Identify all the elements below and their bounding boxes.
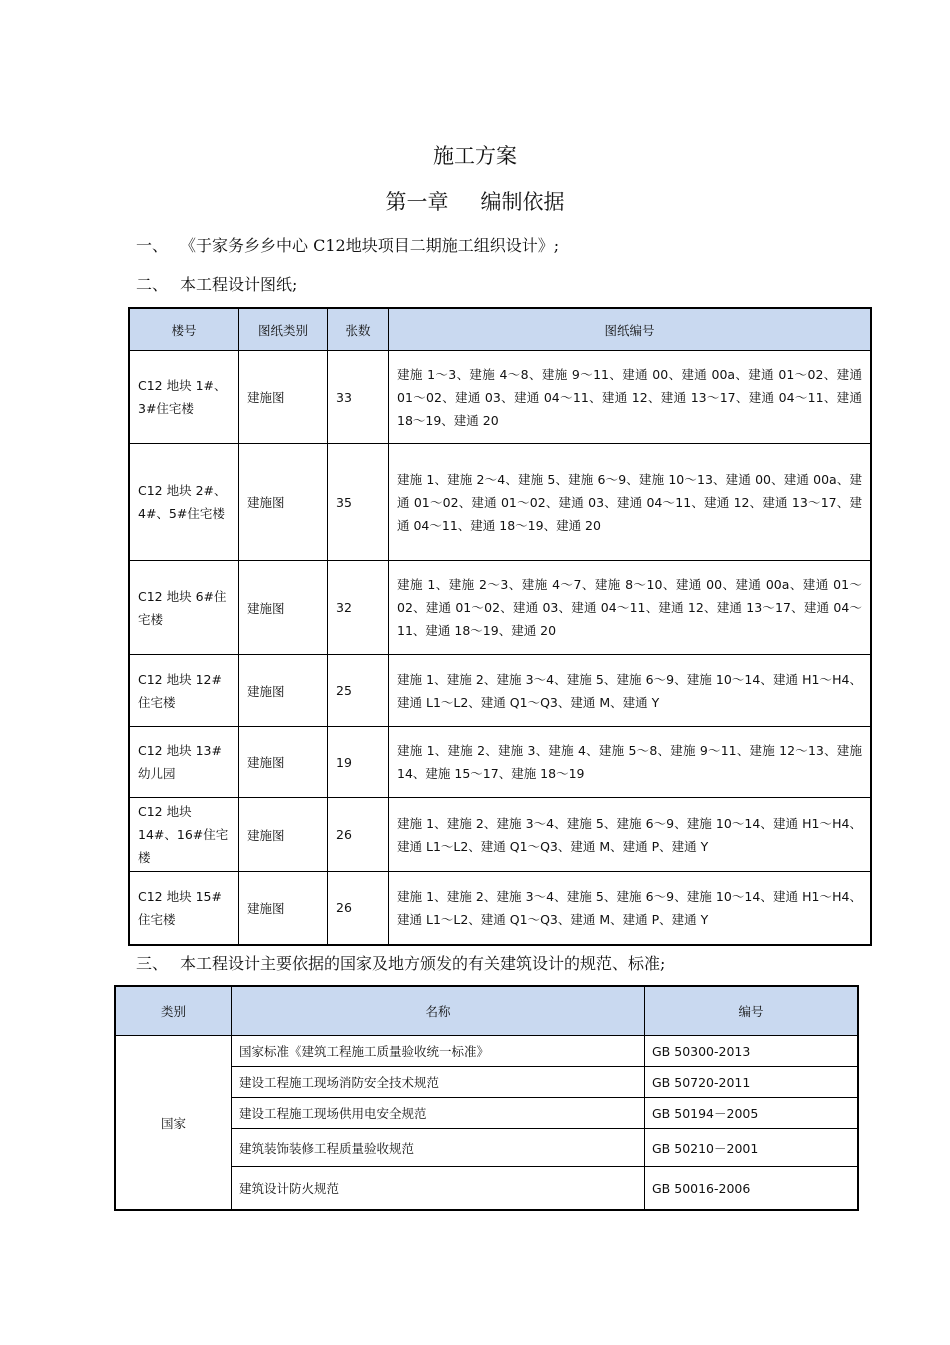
count-cell: 33 [328,351,389,444]
type-cell: 建施图 [239,351,328,444]
type-cell: 建施图 [239,561,328,655]
standards-table [114,985,859,1211]
count-cell: 26 [328,872,389,945]
codes-cell: 建施 1、建施 2、建施 3～4、建施 5、建施 6～9、建施 10～14、建通 H1～H4、建通 L1～L2、建通 Q1～Q3、建通 M、建通 P、建通 Y [389,872,872,945]
codes-cell: 建施 1、建施 2、建施 3～4、建施 5、建施 6～9、建施 10～14、建通 H1～H4、建通 L1～L2、建通 Q1～Q3、建通 M、建通 Y [389,655,872,727]
item-text: 本工程设计图纸; [180,275,298,294]
table-row [129,798,871,872]
type-cell: 建施图 [239,727,328,798]
codes-cell: 建施 1、建施 2～4、建施 5、建施 6～9、建施 10～13、建通 00、建通 00a、建通 01～02、建通 01～02、建通 03、建通 04～11、建通 12、建通 13～17、建通 04～11、建通 18～19、建通 20 [389,444,872,561]
building-cell: C12 地块 2#、4#、5#住宅楼 [129,444,239,561]
item-number: 二、 [136,275,169,294]
standard-code-cell: GB 50210－2001 [645,1129,859,1167]
standard-name-cell: 建筑设计防火规范 [232,1167,645,1211]
standard-code-cell: GB 50016-2006 [645,1167,859,1211]
table-row [129,727,871,798]
basis-item-2 [136,272,297,295]
column-header: 名称 [232,986,645,1036]
building-cell: C12 地块 14#、16#住宅楼 [129,798,239,872]
building-cell: C12 地块 15#住宅楼 [129,872,239,945]
column-header: 图纸类别 [239,308,328,351]
column-header: 图纸编号 [389,308,872,351]
building-cell: C12 地块 12#住宅楼 [129,655,239,727]
type-cell: 建施图 [239,444,328,561]
table-header-row [129,308,871,351]
building-cell: C12 地块 6#住宅楼 [129,561,239,655]
table-row [129,561,871,655]
building-cell: C12 地块 1#、3#住宅楼 [129,351,239,444]
chapter-name: 编制依据 [480,190,565,214]
item-text: 本工程设计主要依据的国家及地方颁发的有关建筑设计的规范、标准; [180,954,666,973]
item-number: 三、 [136,954,169,973]
count-cell: 26 [328,798,389,872]
count-cell: 32 [328,561,389,655]
table-row [129,655,871,727]
standard-name-cell: 国家标准《建筑工程施工质量验收统一标准》 [232,1036,645,1067]
column-header: 楼号 [129,308,239,351]
count-cell: 35 [328,444,389,561]
drawings-table [128,307,872,946]
column-header: 类别 [115,986,232,1036]
type-cell: 建施图 [239,872,328,945]
standard-name-cell: 建筑装饰装修工程质量验收规范 [232,1129,645,1167]
standard-code-cell: GB 50300-2013 [645,1036,859,1067]
table-row [115,1036,858,1067]
item-number: 一、 [136,236,169,255]
standard-code-cell: GB 50194－2005 [645,1098,859,1129]
chapter-number: 第一章 [385,190,449,214]
column-header: 张数 [328,308,389,351]
standard-name-cell: 建设工程施工现场供用电安全规范 [232,1098,645,1129]
table-header-row [115,986,858,1036]
chapter-heading [0,186,950,216]
standard-name-cell: 建设工程施工现场消防安全技术规范 [232,1067,645,1098]
table-row [129,444,871,561]
count-cell: 25 [328,655,389,727]
building-cell: C12 地块 13#幼儿园 [129,727,239,798]
count-cell: 19 [328,727,389,798]
document-title: 施工方案 [433,144,517,168]
basis-item-3 [136,951,665,974]
type-cell: 建施图 [239,655,328,727]
standard-code-cell: GB 50720-2011 [645,1067,859,1098]
codes-cell: 建施 1、建施 2、建施 3～4、建施 5、建施 6～9、建施 10～14、建通 H1～H4、建通 L1～L2、建通 Q1～Q3、建通 M、建通 P、建通 Y [389,798,872,872]
codes-cell: 建施 1～3、建施 4～8、建施 9～11、建通 00、建通 00a、建通 01～02、建通 01～02、建通 03、建通 04～11、建通 12、建通 13～17、建通 04～11、建通 18～19、建通 20 [389,351,872,444]
type-cell: 建施图 [239,798,328,872]
basis-item-1 [136,233,559,256]
table-row [129,872,871,945]
codes-cell: 建施 1、建施 2、建施 3、建施 4、建施 5～8、建施 9～11、建施 12～13、建施 14、建施 15～17、建施 18～19 [389,727,872,798]
table-row [129,351,871,444]
codes-cell: 建施 1、建施 2～3、建施 4～7、建施 8～10、建通 00、建通 00a、建通 01～02、建通 01～02、建通 03、建通 04～11、建通 12、建通 13～17、建通 04～11、建通 18～19、建通 20 [389,561,872,655]
column-header: 编号 [645,986,859,1036]
category-cell: 国家 [115,1036,232,1211]
item-text: 《于家务乡乡中心 C12地块项目二期施工组织设计》; [180,236,560,255]
